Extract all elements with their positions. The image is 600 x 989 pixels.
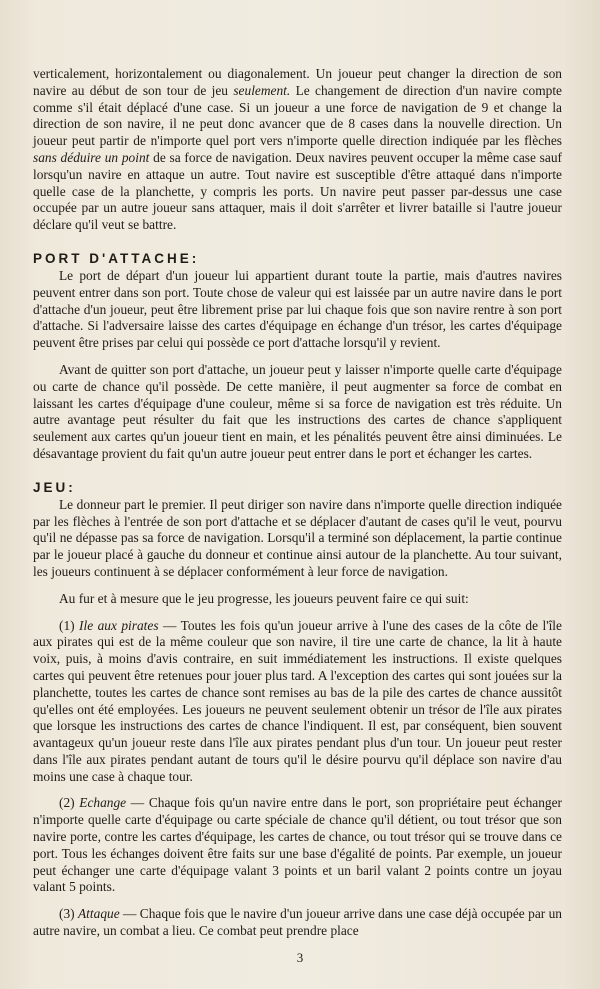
item-text: — Toutes les fois qu'un joueur arrive à l'une des cases de la côte de l'île aux pirates qui est de la même couleur que son navire, il tire une carte de chance, la lit à haute voix, puis, à moins d'avis contraire, en suit immédiatement les instructions. Il existe quelques cartes qui peuvent être retenues pour jouer plus tard. A l'exception des cartes qui sont jouées sur la planchette, toutes les cartes de chance sont remises au bas de la pile des cartes de chance aussitôt qu'elles ont été employées. Les joueurs ne peuvent seulement obtenir un trésor de l'île aux pirates que lorsque les instructions des cartes de chance l'indiquent. Il est, par conséquent, bien souvent avantageux qu'un joueur reste dans l'île aux pirates pendant plus d'un tour. Un joueur peut rester dans l'île aux pirates pendant autant de tours qu'il le désire pourvu qu'il déplace son navire d'au moins une case à chaque tour.	[33, 617, 562, 784]
text-run: verticalement, horizontalement ou diagonalement. Un joueur peut changer la direction de son navire au début de son tour de jeu	[33, 66, 562, 98]
intro-paragraph	[33, 66, 562, 234]
item-number: (1)	[59, 617, 80, 633]
item-title: Echange	[79, 795, 127, 811]
item-number: (2)	[59, 795, 80, 811]
item-text: — Chaque fois qu'un navire entre dans le port, son propriétaire peut échanger n'importe quelle carte d'équipage ou carte spéciale de chance qu'il détient, ou tout trésor que son navire porte, contre les cartes d'équipage, les cartes de chance, ou tout trésor qui se trouve dans ce port. Tous les échanges doivent être faits sur une base d'égalité de points. Par exemple, un joueur peut échanger une carte d'équipage valant 3 points et un baril valant 2 points contre un joyau valant 5 points.	[33, 795, 562, 895]
item-number: (3)	[59, 906, 78, 922]
emphasis-text: sans déduire un point	[33, 149, 150, 165]
item-text: — Chaque fois que le navire d'un joueur arrive dans une case déjà occupée par un autre navire, un combat a lieu. Ce combat peut prendre place	[33, 906, 562, 939]
item-title: Ile aux pirates	[79, 617, 159, 633]
section-heading-jeu: JEU:	[33, 479, 76, 495]
item-title: Attaque	[78, 906, 120, 922]
port-paragraph-2: Avant de quitter son port d'attache, un joueur peut y laisser n'importe quelle carte d'équipage ou carte de chance qu'il possède. De cette manière, il peut augmenter sa force de combat en laissant les cartes d'équipage d'une couleur, même si sa force de navigation est très réduite. Un autre avantage peut résulter du fait que les instructions des cartes de chance s'appliquent seulement aux cartes qu'un joueur tient en main, et les pénalités peuvent être ainsi diminuées. Le désavantage provient du fait qu'un autre joueur peut entrer dans le port et échanger les cartes.	[33, 361, 562, 461]
jeu-item-2	[33, 795, 562, 896]
section-heading-port: PORT D'ATTACHE:	[33, 250, 200, 266]
jeu-item-3	[33, 906, 562, 940]
text-run: Le changement de direction d'un navire compte comme s'il était déplacé d'une case. Si un joueur a une force de navigation de 9 et change la direction de son navire, il ne peut donc avancer que de 8 cases dans la nouvelle direction. Un joueur peut partir de n'importe quel port vers n'importe quelle direction indiquée par les flèches	[33, 82, 562, 149]
page-number: 3	[296, 950, 304, 965]
jeu-item-1	[33, 618, 562, 786]
text-run: de sa force de navigation. Deux navires peuvent occuper la même case sauf lorsqu'un navire en attaque un autre. Tout navire est susceptible d'être attaqué dans n'importe quelle case de la planchette, y compris les ports. Un navire peut passer par-dessus une case occupée par un autre joueur sans attaquer, mais il doit s'arrêter et livrer bataille si l'autre joueur déclare qu'il veut se battre.	[33, 149, 562, 233]
port-paragraph-1: Le port de départ d'un joueur lui appartient durant toute la partie, mais d'autres navires peuvent entrer dans son port. Toute chose de valeur qui est laissée par un autre navire dans le port d'attache d'un joueur, peut être librement prise par lui chaque fois que son navire rentre à son port d'attache. Si l'adversaire laisse des cartes d'équipage en échange d'un trésor, les cartes d'équipage peuvent être prises par celui qui possède ce port d'attache lorsqu'il y revient.	[33, 267, 562, 351]
jeu-paragraph-1: Le donneur part le premier. Il peut diriger son navire dans n'importe quelle direction indiquée par les flèches à l'entrée de son port d'attache et se déplacer d'autant de cases qu'il le veut, pourvu qu'il ne dépasse pas sa force de navigation. Lorsqu'il a terminé son déplacement, la partie continue par le joueur placé à gauche du donneur et continue ainsi autour de la planchette. Au tour suivant, les joueurs continuent à se déplacer conformément à leur force de navigation.	[33, 496, 562, 579]
emphasis-text: seulement.	[233, 82, 291, 98]
jeu-paragraph-2: Au fur et à mesure que le jeu progresse, les joueurs peuvent faire ce qui suit:	[59, 590, 469, 606]
